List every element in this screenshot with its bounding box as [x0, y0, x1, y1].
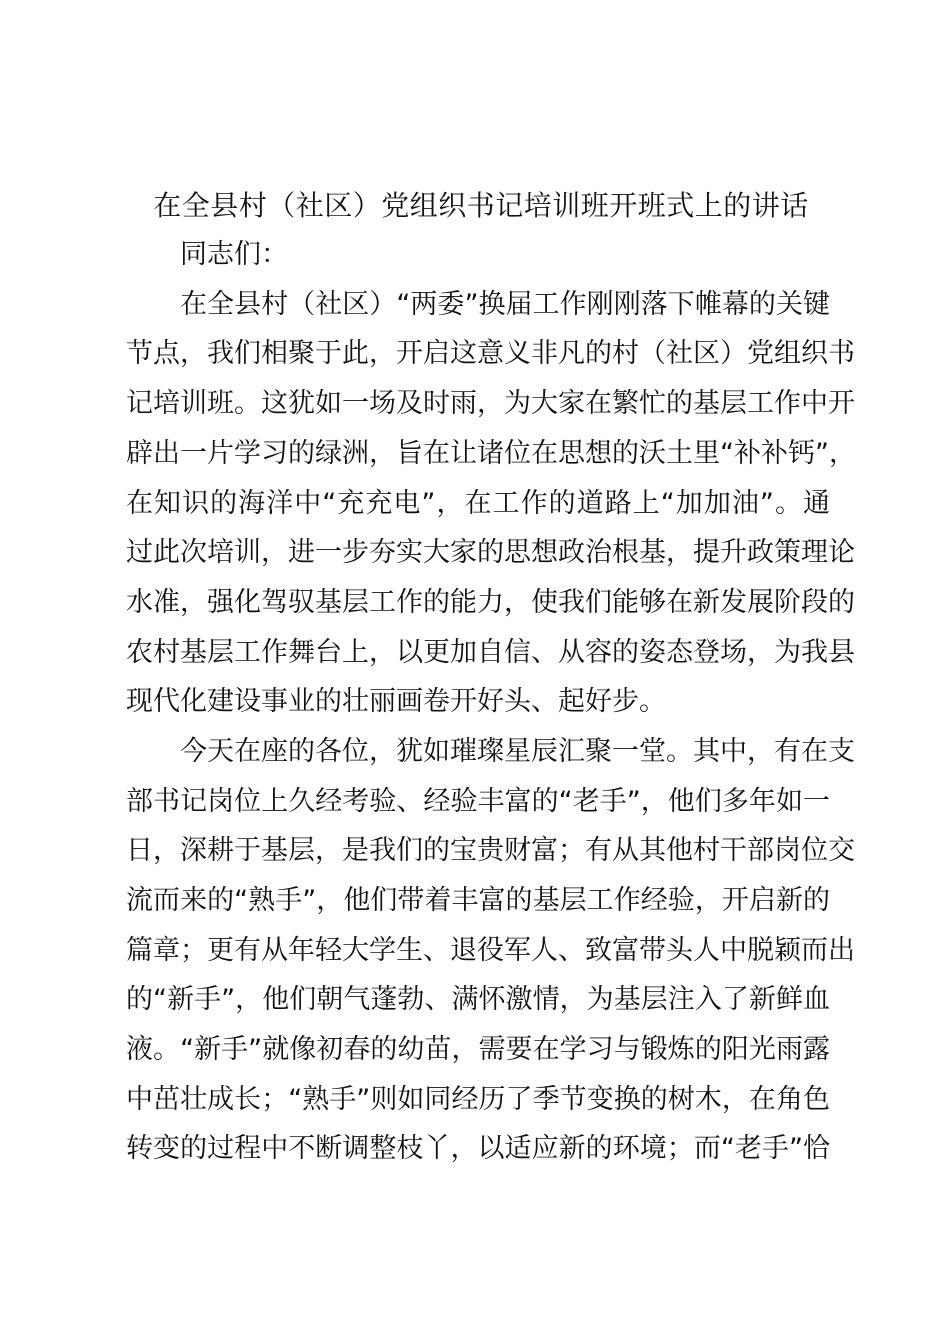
paragraph-line: 流而来的“熟手”，他们带着丰富的基层工作经验，开启新的: [126, 885, 830, 916]
paragraph-line: 现代化建设事业的壮丽画卷开好头、起好步。: [126, 686, 666, 717]
paragraph-line: 过此次培训，进一步夯实大家的思想政治根基，提升政策理论: [126, 537, 855, 568]
paragraph-line: 今天在座的各位，犹如璀璨星辰汇聚一堂。其中，有在支: [180, 736, 855, 767]
paragraph-line: 节点，我们相聚于此，开启这意义非凡的村（社区）党组织书: [126, 338, 855, 369]
paragraph-line: 液。“新手”就像初春的幼苗，需要在学习与锻炼的阳光雨露: [126, 1034, 830, 1065]
paragraph-line: 日，深耕于基层，是我们的宝贵财富；有从其他村干部岗位交: [126, 835, 855, 866]
salutation: 同志们：: [180, 239, 288, 270]
paragraph-line: 部书记岗位上久经考验、经验丰富的“老手”，他们多年如一: [126, 786, 830, 817]
document-title: 在全县村（社区）党组织书记培训班开班式上的讲话: [153, 189, 809, 222]
paragraph-line: 辟出一片学习的绿洲，旨在让诸位在思想的沃土里“补补钙”，: [126, 438, 856, 469]
paragraph-line: 农村基层工作舞台上，以更加自信、从容的姿态登场，为我县: [126, 637, 855, 668]
paragraph-line: 记培训班。这犹如一场及时雨，为大家在繁忙的基层工作中开: [126, 388, 855, 419]
paragraph-line: 篇章；更有从年轻大学生、退役军人、致富带头人中脱颖而出: [126, 935, 855, 966]
paragraph-line: 在全县村（社区）“两委”换届工作刚刚落下帷幕的关键: [180, 289, 830, 320]
paragraph-line: 转变的过程中不断调整枝丫，以适应新的环境；而“老手”恰: [126, 1133, 830, 1164]
paragraph-line: 中茁壮成长；“熟手”则如同经历了季节变换的树木，在角色: [126, 1084, 830, 1115]
paragraph-line: 水准，强化驾驭基层工作的能力，使我们能够在新发展阶段的: [126, 587, 855, 618]
paragraph-line: 的“新手”，他们朝气蓬勃、满怀激情，为基层注入了新鲜血: [126, 984, 830, 1015]
paragraph-line: 在知识的海洋中“充充电”，在工作的道路上“加加油”。通: [126, 488, 830, 519]
